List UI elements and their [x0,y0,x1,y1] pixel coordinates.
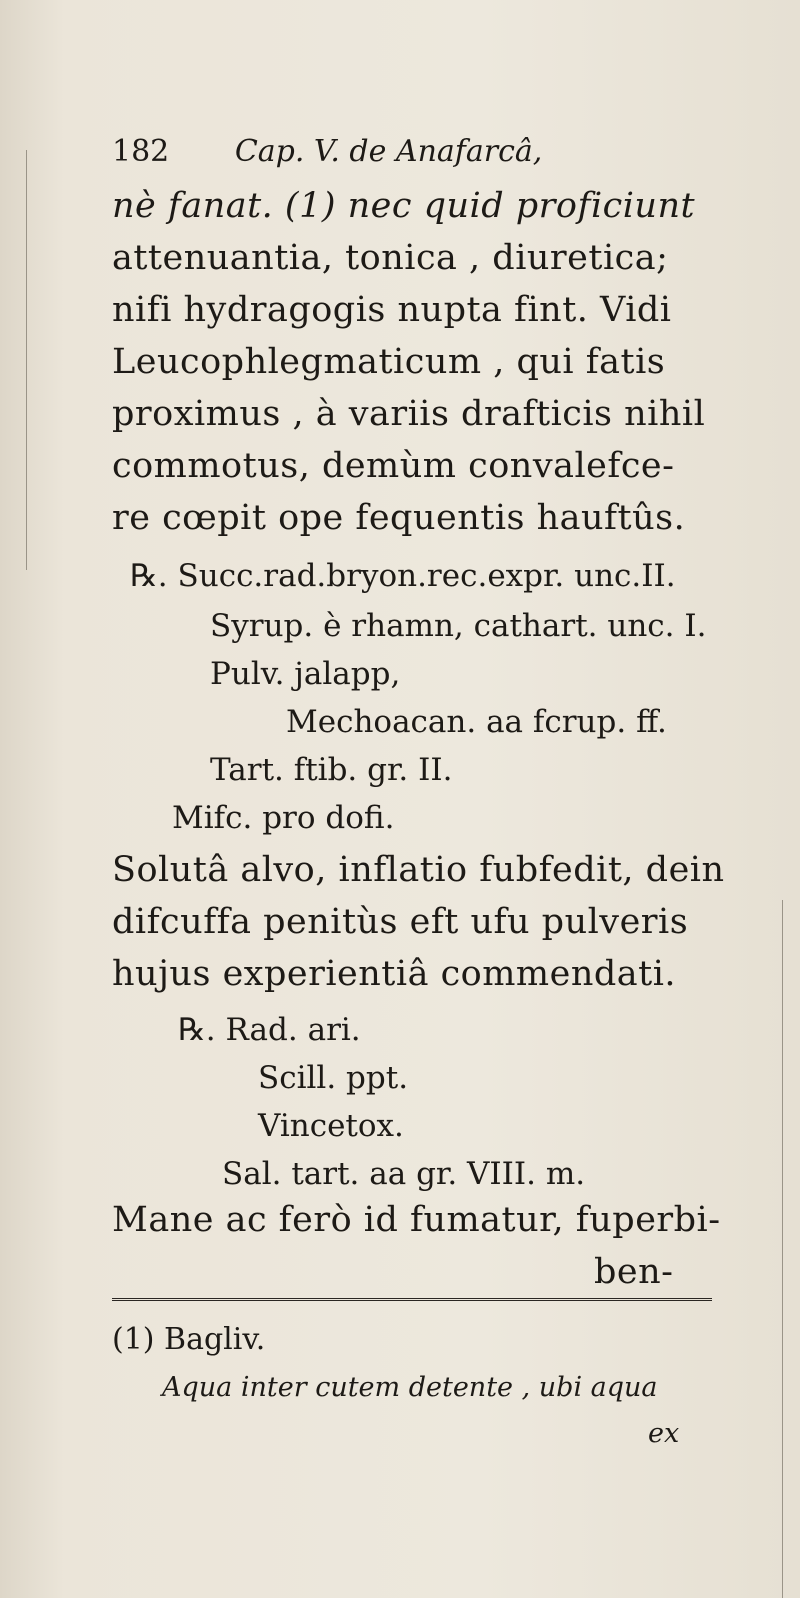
recipe1-line-3: Pulv. jalapp, [210,656,401,692]
recipe1-line-2: Syrup. è rhamn, cathart. unc. I. [210,608,707,644]
footnote-text-line: Aqua inter cutem detente , ubi aqua [162,1372,658,1403]
body-line-1: nè fanat. (1) nec quid proficiunt [112,186,696,226]
recipe2-line-2: Scill. ppt. [258,1060,409,1096]
body-line-5: proximus , à variis drafticis nihil [112,394,706,434]
body-line-4: Leucophlegmaticum , qui fatis [112,342,666,382]
page-edge-shadow-right [782,900,783,1598]
recipe2-line-6: ben- [594,1252,674,1292]
body-line-2: attenuantia, tonica , diuretica; [112,238,669,278]
recipe2-line-5: Mane ac ferò id fumatur, fuperbi- [112,1200,721,1240]
page-number: 182 [112,134,170,169]
recipe2-line-3: Vincetox. [258,1108,404,1144]
recipe2-line-4: Sal. tart. aa gr. VIII. m. [222,1156,586,1192]
recipe1-line-1: ℞. Succ.rad.bryon.rec.expr. unc.II. [130,558,676,594]
running-header [112,134,542,169]
recipe1-line-4: Mechoacan. aa fcrup. ff. [286,704,667,740]
recipe1-line-5: Tart. ftib. gr. II. [210,752,453,788]
body-line-3: nifi hydragogis nupta fint. Vidi [112,290,672,330]
body2-line-3: hujus experientiâ commendati. [112,954,677,994]
recipe2-line-1: ℞. Rad. ari. [178,1012,361,1048]
recipe1-line-6: Mifc. pro dofi. [172,800,395,836]
body-line-6: commotus, demùm convalefce- [112,446,675,486]
body2-line-1: Solutâ alvo, inflatio fubfedit, dein [112,850,725,890]
footnote-rule [112,1298,712,1305]
footnote-marker-line: (1) Bagliv. [112,1322,266,1357]
body2-line-2: difcuffa penitùs eft ufu pulveris [112,902,689,942]
page-edge-shadow [26,150,27,570]
catchword: ex [648,1418,680,1449]
running-title: Cap. V. de Anafarcâ, [234,134,543,169]
body-line-7: re cœpit ope fequentis hauftûs. [112,498,686,538]
